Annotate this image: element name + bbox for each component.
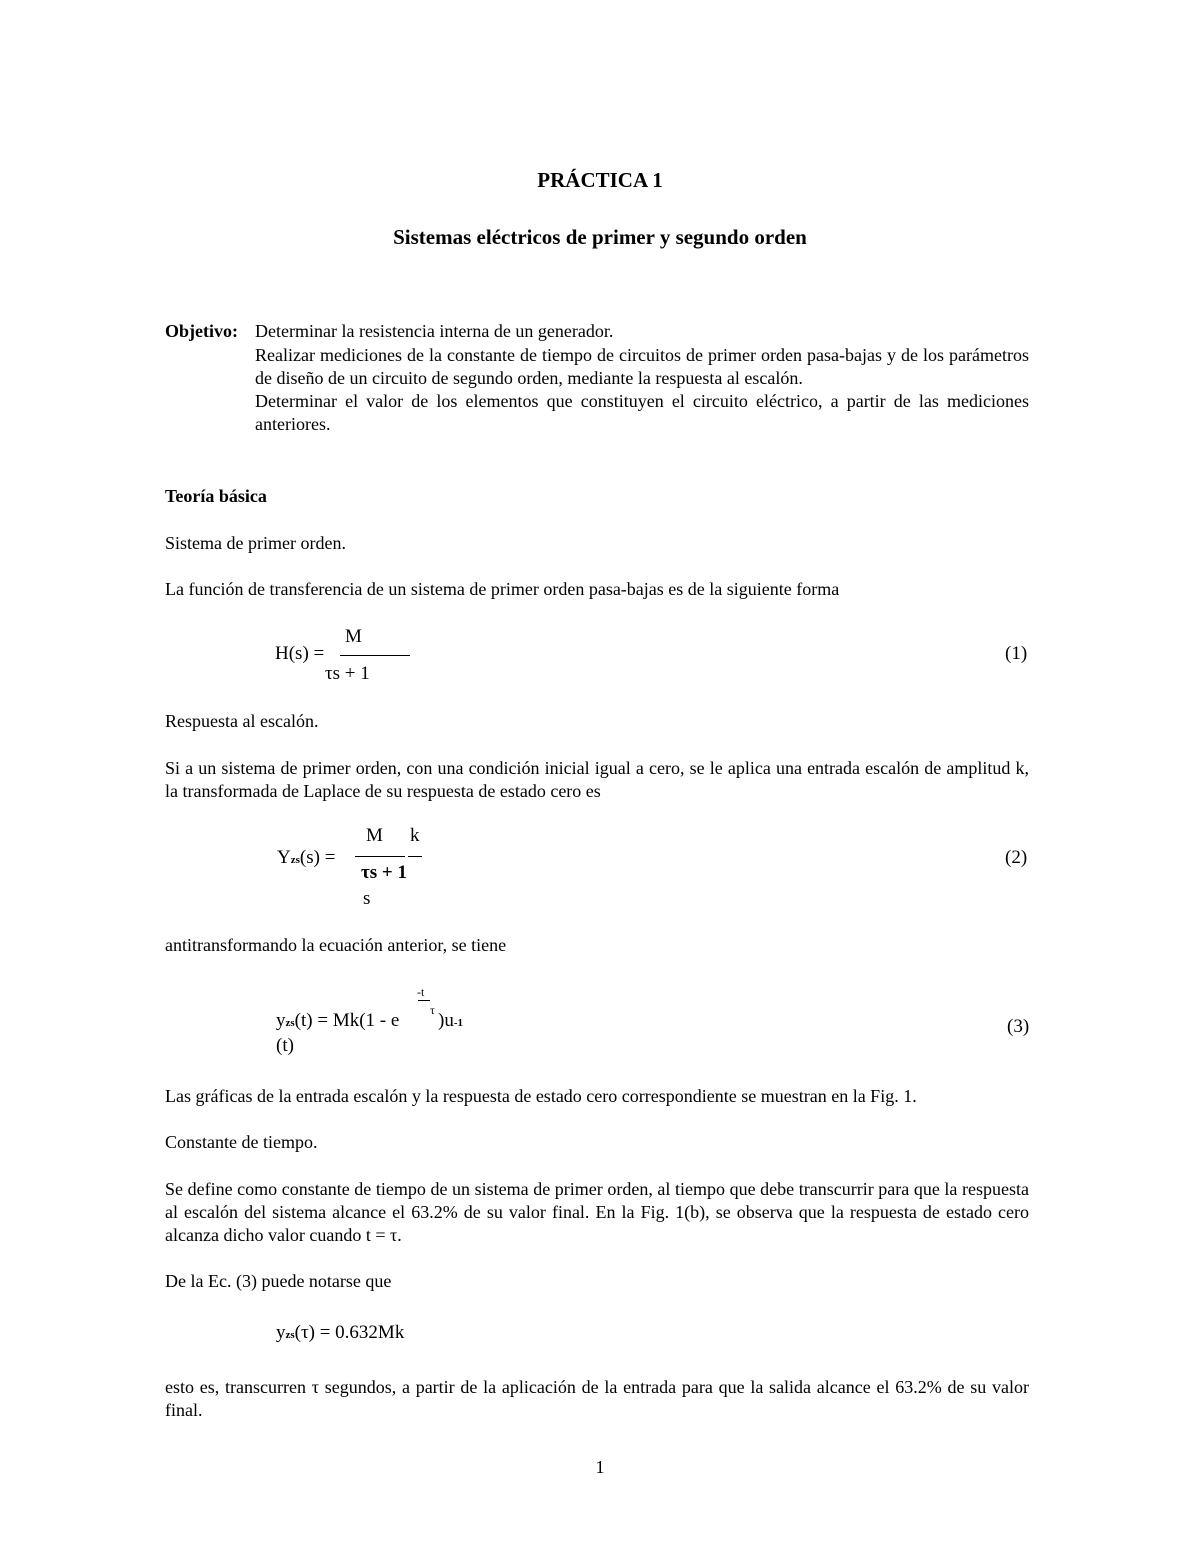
eq4-lhs-y: y bbox=[276, 1322, 286, 1343]
eq3-rest bbox=[438, 1010, 463, 1032]
eq3-lhs-y: y bbox=[276, 1010, 286, 1031]
eq2-fraction-bar-1 bbox=[355, 856, 405, 857]
eq3-tail: (t) bbox=[276, 1035, 294, 1056]
eq3-exponent-num: -t bbox=[417, 985, 425, 999]
equation-note-text: De la Ec. (3) puede notarse que bbox=[165, 1271, 392, 1291]
eq2-lhs bbox=[277, 847, 335, 869]
theory-heading: Teoría básica bbox=[165, 486, 267, 506]
eq1-lhs: H(s) = bbox=[275, 643, 325, 664]
objective-label: Objetivo: bbox=[165, 321, 238, 341]
eq3-lhs-sub: zs bbox=[285, 1017, 295, 1029]
tf-intro-text: La función de transferencia de un sistema de primer orden pasa-bajas es de la siguiente forma bbox=[165, 579, 840, 599]
eq3-lhs-rest: (t) = Mk(1 - e bbox=[294, 1010, 400, 1031]
eq3-number: (3) bbox=[1007, 1016, 1030, 1037]
eq3-u-sub: -1 bbox=[453, 1017, 463, 1029]
eq2-lhs-rest: (s) = bbox=[299, 847, 336, 868]
objective-line-1: Determinar la resistencia interna de un generador. bbox=[255, 321, 614, 341]
first-order-heading: Sistema de primer orden. bbox=[165, 533, 346, 553]
eq2-denominator-2: s bbox=[363, 888, 371, 909]
figure-reference-text: Las gráficas de la entrada escalón y la respuesta de estado cero correspondiente se muestran en la Fig. 1. bbox=[165, 1086, 917, 1106]
eq3-rest-u: )u bbox=[438, 1010, 454, 1031]
time-constant-text: Se define como constante de tiempo de un sistema de primer orden, al tiempo que debe transcurrir para que la respuesta al escalón del sistema alcance el 63.2% de su valor final. En la Fig. 1(b), se observa que la respuesta de estado cero alcanza dicho valor cuando t = τ. bbox=[165, 1179, 1029, 1245]
objective-line-3: Determinar el valor de los elementos que constituyen el circuito eléctrico, a partir de las mediciones anteriores. bbox=[255, 391, 1029, 434]
page-title: PRÁCTICA 1 bbox=[537, 168, 663, 192]
time-constant-heading: Constante de tiempo. bbox=[165, 1132, 318, 1152]
page-subtitle: Sistemas eléctricos de primer y segundo orden bbox=[393, 225, 807, 249]
objective-line-2: Realizar mediciones de la constante de tiempo de circuitos de primer orden pasa-bajas y de los parámetros de diseño de un circuito de segundo orden, mediante la respuesta al escalón. bbox=[255, 345, 1029, 388]
eq1-fraction-bar bbox=[340, 655, 410, 656]
equation-4 bbox=[276, 1322, 404, 1344]
eq4-lhs-rest: (τ) = 0.632Mk bbox=[294, 1322, 405, 1343]
eq2-fraction-bar-2 bbox=[408, 856, 422, 857]
final-text: esto es, transcurren τ segundos, a partir de la aplicación de la entrada para que la salida alcance el 63.2% de su valor final. bbox=[165, 1377, 1029, 1420]
eq3-exponent-bar bbox=[418, 1000, 430, 1001]
eq2-denominator-1: τs + 1 bbox=[361, 862, 407, 883]
step-response-text: Si a un sistema de primer orden, con una condición inicial igual a cero, se le aplica una entrada escalón de amplitud k, la transformada de Laplace de su respuesta de estado cero es bbox=[165, 758, 1029, 801]
eq1-numerator: M bbox=[345, 626, 362, 647]
eq4-lhs-sub: zs bbox=[285, 1329, 295, 1341]
eq1-number: (1) bbox=[1005, 643, 1028, 664]
inverse-transform-text: antitransformando la ecuación anterior, se tiene bbox=[165, 935, 507, 955]
eq2-lhs-sub: zs bbox=[290, 854, 300, 866]
eq2-number: (2) bbox=[1005, 847, 1028, 868]
page-number: 1 bbox=[595, 1457, 605, 1477]
eq2-numerator-1: M bbox=[366, 825, 383, 846]
step-response-heading: Respuesta al escalón. bbox=[165, 711, 319, 731]
eq3-exponent-den: τ bbox=[430, 1003, 435, 1017]
eq2-lhs-y: Y bbox=[277, 847, 291, 868]
eq1-denominator: τs + 1 bbox=[325, 663, 370, 684]
eq2-numerator-2: k bbox=[410, 825, 420, 846]
eq3-lhs bbox=[276, 1010, 399, 1032]
